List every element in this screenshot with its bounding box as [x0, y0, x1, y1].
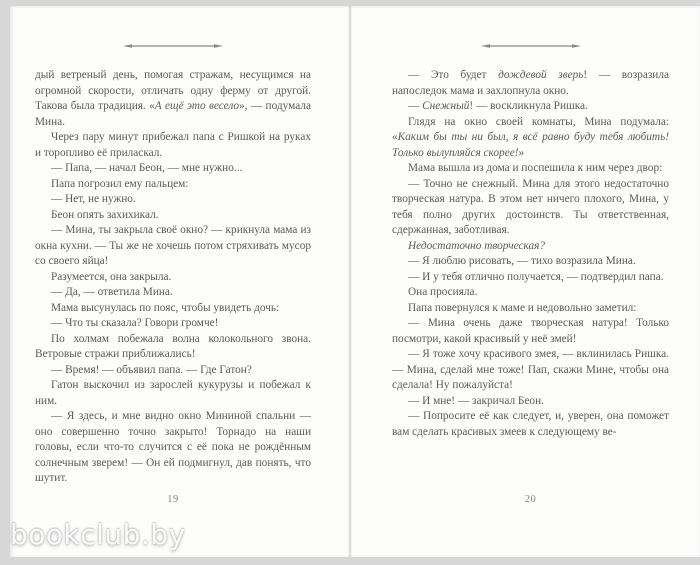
- paragraph: [35, 177, 311, 193]
- paragraph: [392, 285, 669, 301]
- paragraph: [392, 409, 669, 440]
- page-right-number: 20: [524, 494, 537, 505]
- header-rule-ornament-icon: [480, 42, 582, 50]
- paragraph: [392, 270, 669, 286]
- text-run: дождевой зверь: [498, 69, 584, 81]
- text-run: Папа погрозил ему пальцем:: [51, 177, 189, 190]
- text-run: Гатон выскочил из зарослей кукурузы и побежал к ним.: [35, 379, 311, 407]
- paragraph: [35, 208, 311, 224]
- paragraph: [35, 363, 311, 379]
- text-run: Недостаточно творческая?: [408, 239, 546, 252]
- paragraph: [35, 270, 311, 286]
- paragraph: [35, 130, 311, 161]
- text-run: — Что ты сказала? Говори громче!: [51, 317, 219, 329]
- text-run: — Точно не снежный. Мина для этого недостаточно творческая натура. В этом нет ничего плохого, Мина, у тебя полно других достоинств. Ты ответственная, сдержанная, заботливая.: [392, 177, 669, 236]
- text-run: Глядя на окно своей комнаты, Мина подумала: «: [392, 115, 669, 143]
- page-left-text: [35, 68, 311, 487]
- header-rule-ornament-icon: [122, 42, 224, 50]
- text-run: Через пару минут прибежал папа с Ришкой на руках и торопливо её приласкал.: [35, 131, 311, 159]
- paragraph: [392, 161, 669, 177]
- text-run: »: [518, 146, 525, 159]
- paragraph: [35, 378, 311, 409]
- text-run: дый ветреный день, помогая стражам, несущимся на огромной скорости, отличать одну ферму от другой. Такова была традиция. «: [35, 69, 311, 112]
- text-run: По холмам побежала волна колокольного звона. Ветровые стражи приближались!: [35, 332, 311, 360]
- paragraph: [35, 301, 311, 317]
- text-run: — Попросите её как следует, и, уверен, она поможет вам сделать красивых змеев к следующему ве-: [392, 410, 669, 438]
- paragraph: [392, 347, 669, 394]
- paragraph: [35, 68, 311, 130]
- text-run: — Мина очень даже творческая натура! Только посмотри, какой красивый у неё змей!: [392, 317, 669, 345]
- page-right: [352, 6, 700, 557]
- text-run: Мама вышла из дома и поспешила к ним через двор:: [408, 162, 663, 174]
- text-run: Мама высунулась по пояс, чтобы увидеть дочь:: [51, 301, 280, 314]
- paragraph: [392, 316, 669, 347]
- paragraph: [392, 254, 669, 270]
- paragraph: [35, 316, 311, 332]
- page-right-text: [392, 68, 669, 440]
- text-run: ! — возразила напоследок мама и захлопнула окно.: [392, 69, 669, 97]
- text-run: », — подумала Мина.: [35, 100, 311, 128]
- text-run: — Папа, — начал Беон, — мне нужно...: [51, 162, 243, 174]
- text-run: — Я тоже хочу красивого змея, — вклинилась Ришка. — Мина, сделай мне тоже! Пап, скажи Мине, чтобы она сделала! Ну пожалуйста!: [392, 348, 669, 391]
- paragraph: [392, 99, 669, 115]
- paragraph: [35, 223, 311, 270]
- text-run: Она просияла.: [408, 286, 478, 298]
- text-run: А ещё это весело: [154, 100, 240, 112]
- text-run: — И у тебя отлично получается, — подтвердил папа.: [408, 270, 664, 283]
- paragraph: [392, 239, 669, 255]
- watermark: bookclub.by: [10, 518, 186, 551]
- text-run: — Мина, ты закрыла своё окно? — крикнула мама из окна кухни. — Ты же не хочешь потом стряхивать мусор со своего яйца!: [35, 224, 311, 267]
- paragraph: [35, 192, 311, 208]
- text-run: — Это будет: [408, 69, 499, 81]
- page-left: [10, 6, 348, 557]
- text-run: —: [408, 100, 423, 112]
- page-right-column: [392, 6, 669, 557]
- text-run: — Я люблю рисовать, — тихо возразила Мина.: [408, 255, 636, 267]
- page-left-number: 19: [167, 494, 179, 505]
- text-run: Каким бы ты ни был, я всё равно буду тебя любить! Только вылупляйся скорее!: [392, 131, 669, 159]
- text-run: Снежный: [422, 100, 470, 112]
- paragraph: [392, 115, 669, 162]
- paragraph: [35, 161, 311, 177]
- paragraph: [392, 68, 669, 99]
- text-run: — Я здесь, и мне видно окно Мининой спальни — оно совершенно точно закрыто! Торнадо на наши головы, если что-то случится с её пока не рождённым солнечным зверем! — Он ей подмигнул, дав понять, что шутит.: [35, 410, 311, 484]
- paragraph: [35, 409, 311, 487]
- text-run: — Нет, не нужно.: [51, 193, 136, 205]
- text-run: — И мне! — закричал Беон.: [408, 394, 544, 407]
- paragraph: [392, 177, 669, 239]
- text-run: — Да, — ответила Мина.: [51, 286, 173, 298]
- text-run: ! — воскликнула Ришка.: [469, 100, 588, 112]
- book-spread: [10, 6, 700, 557]
- text-run: Папа повернулся к маме и недовольно заметил:: [408, 301, 637, 314]
- paragraph: [35, 285, 311, 301]
- text-run: — Время! — объявил папа. — Где Гатон?: [51, 363, 252, 376]
- text-run: Беон опять захихикал.: [51, 208, 159, 221]
- paragraph: [392, 301, 669, 317]
- paragraph: [392, 394, 669, 410]
- page-left-column: [35, 6, 311, 557]
- text-run: Разумеется, она закрыла.: [51, 270, 172, 283]
- paragraph: [35, 332, 311, 363]
